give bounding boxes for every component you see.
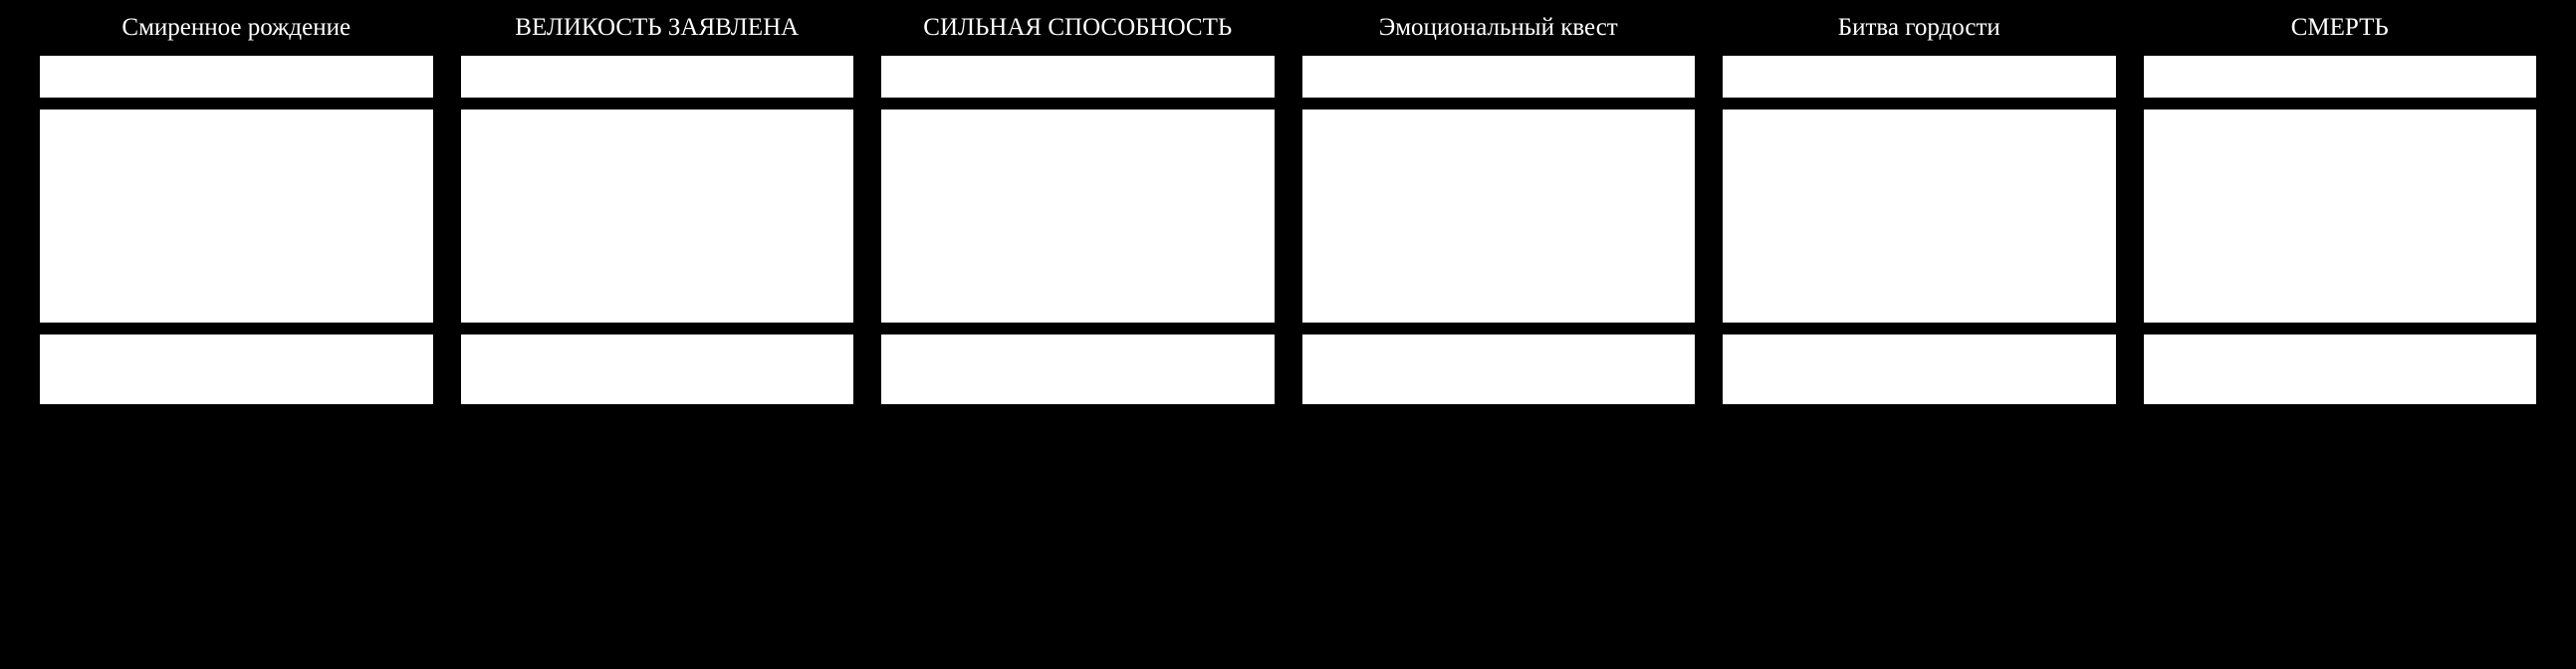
panel-art-area[interactable]	[1302, 110, 1696, 323]
storyboard-panel	[40, 0, 433, 669]
panel-caption-top[interactable]	[881, 56, 1275, 98]
panel-title: ВЕЛИКОСТЬ ЗАЯВЛЕНА	[515, 14, 800, 41]
panel-title: Смиренное рождение	[121, 14, 351, 41]
panel-caption-top[interactable]	[1302, 56, 1696, 98]
panel-title: Эмоциональный квест	[1378, 14, 1618, 41]
panel-body	[1302, 56, 1696, 404]
panel-title: СИЛЬНАЯ СПОСОБНОСТЬ	[923, 14, 1233, 41]
storyboard-panel	[1302, 0, 1696, 669]
panel-caption-bottom[interactable]	[1302, 334, 1696, 404]
panel-art-area[interactable]	[881, 110, 1275, 323]
panel-title: СМЕРТЬ	[2290, 14, 2389, 41]
panel-body	[461, 56, 854, 404]
panel-art-area[interactable]	[40, 110, 433, 323]
panel-caption-bottom[interactable]	[881, 334, 1275, 404]
storyboard-panel	[1723, 0, 2116, 669]
panel-caption-bottom[interactable]	[1723, 334, 2116, 404]
panel-caption-top[interactable]	[2144, 56, 2537, 98]
storyboard-panel	[2144, 0, 2537, 669]
panel-caption-bottom[interactable]	[40, 334, 433, 404]
storyboard-panel	[461, 0, 854, 669]
panel-art-area[interactable]	[461, 110, 854, 323]
panel-caption-top[interactable]	[461, 56, 854, 98]
panel-body	[881, 56, 1275, 404]
panel-caption-bottom[interactable]	[461, 334, 854, 404]
storyboard-panel	[881, 0, 1275, 669]
panel-title: Битва гордости	[1837, 14, 2000, 41]
panel-art-area[interactable]	[2144, 110, 2537, 323]
panel-art-area[interactable]	[1723, 110, 2116, 323]
panel-caption-top[interactable]	[40, 56, 433, 98]
panel-caption-bottom[interactable]	[2144, 334, 2537, 404]
panel-body	[40, 56, 433, 404]
panel-body	[2144, 56, 2537, 404]
panel-body	[1723, 56, 2116, 404]
panel-caption-top[interactable]	[1723, 56, 2116, 98]
